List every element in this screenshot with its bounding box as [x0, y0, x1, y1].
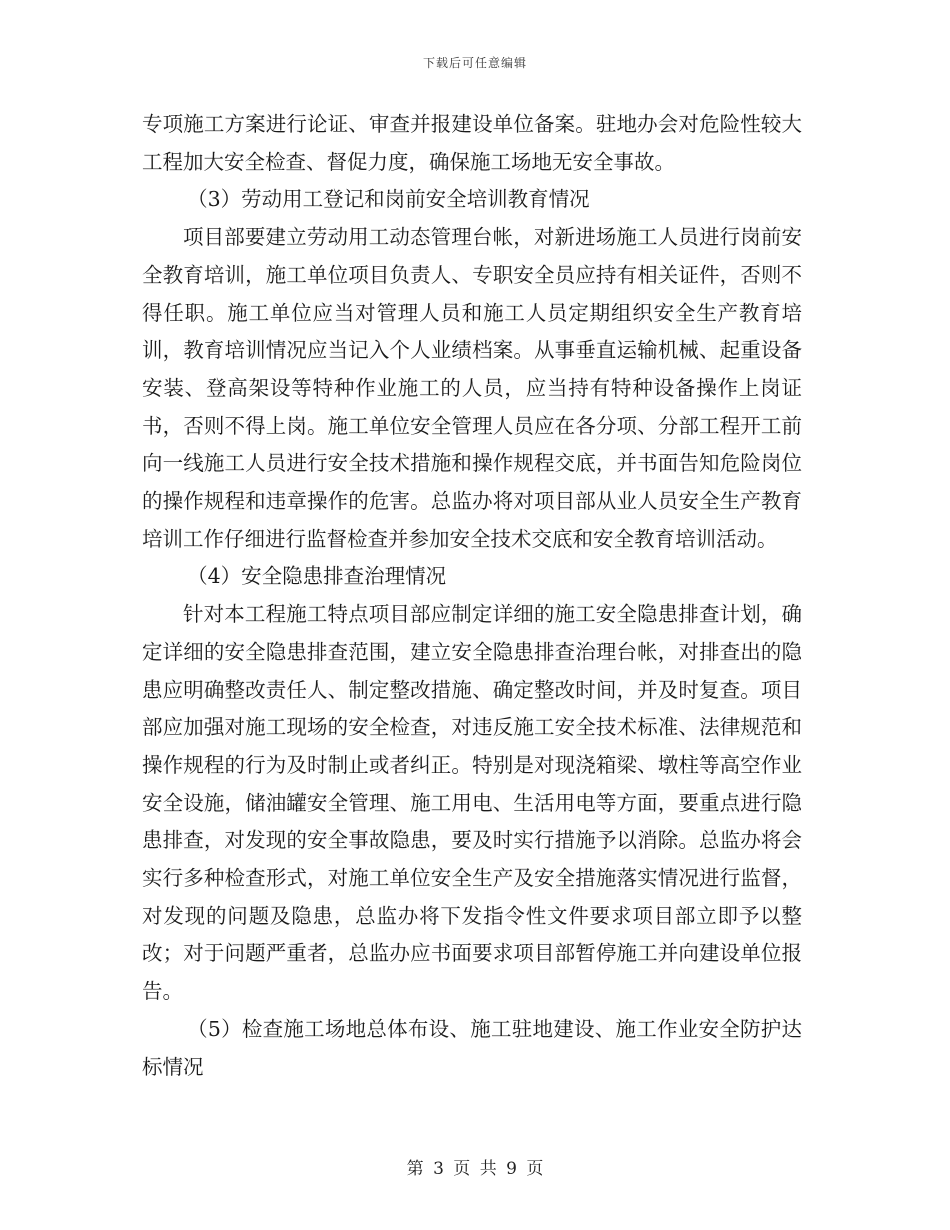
section-heading-4: （4）安全隐患排查治理情况 — [187, 564, 447, 589]
section-heading-3: （3）劳动用工登记和岗前安全培训教育情况 — [187, 187, 590, 212]
section-paragraph-3: 项目部要建立劳动用工动态管理台帐，对新进场施工人员进行岗前安全教育培训，施工单位项目负责人、专职安全员应持有相关证件，否则不得任职。施工单位应当对管理人员和施工人员定期组织安全生产教育培训，教育培训情况应当记入个人业绩档案。从事垂直运输机械、起重设备安装、登高架设等特种作业施工的人员，应当持有特种设备操作上岗证书，否则不得上岗。施工单位安全管理人员应在各分项、分部工程开工前向一线施工人员进行安全技术措施和操作规程交底，并书面告知危险岗位的操作规程和违章操作的危害。总监办将对项目部从业人员安全生产教育培训工作仔细进行监督检查并参加安全技术交底和安全教育培训活动。 — [142, 225, 802, 551]
section-paragraph-4: 针对本工程施工特点项目部应制定详细的施工安全隐患排查计划，确定详细的安全隐患排查范围，建立安全隐患排查治理台帐，对排查出的隐患应明确整改责任人、制定整改措施、确定整改时间，并及时复查。项目部应加强对施工现场的安全检查，对违反施工安全技术标准、法律规范和操作规程的行为及时制止或者纠正。特别是对现浇箱梁、墩柱等高空作业安全设施，储油罐安全管理、施工用电、生活用电等方面，要重点进行隐患排查，对发现的安全事故隐患，要及时实行措施予以消除。总监办将会实行多种检查形式，对施工单位安全生产及安全措施落实情况进行监督，对发现的问题及隐患，总监办将下发指令性文件要求项目部立即予以整改；对于问题严重者，总监办应书面要求项目部暂停施工并向建设单位报告。 — [142, 602, 802, 1004]
continuation-paragraph: 专项施工方案进行论证、审查并报建设单位备案。驻地办会对危险性较大工程加大安全检查、督促力度，确保施工场地无安全事故。 — [142, 112, 802, 174]
section-heading-5: （5）检查施工场地总体布设、施工驻地建设、施工作业安全防护达标情况 — [142, 1016, 802, 1079]
document-body — [142, 106, 802, 1086]
page-header: 下载后可任意编辑 — [422, 56, 527, 70]
page-number: 第 3 页 共 9 页 — [406, 1159, 544, 1179]
